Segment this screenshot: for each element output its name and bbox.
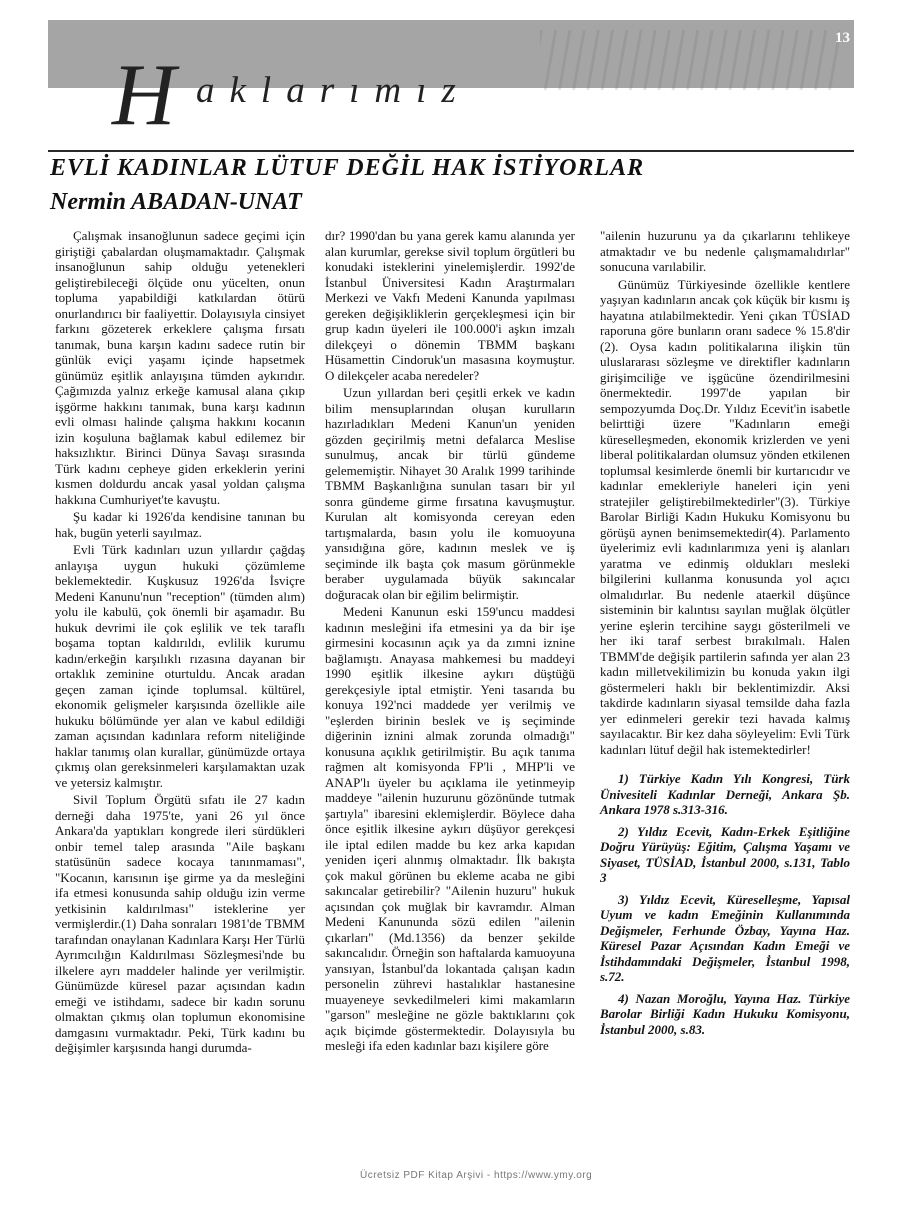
banner-ghost-text xyxy=(540,30,840,90)
references xyxy=(600,771,850,1037)
paragraph: Günümüz Türkiyesinde özellikle kentlere yaşıyan kadınların ancak çok küçük bir kısmı iş hayatına atılabilmektedir. Yeni çıkan TÜSİAD raporuna göre bunların oranı sadece % 15.8'dir (2). Oysa kadın politikalarına ilişkin tün uluslararası sözleşme ve direktifler kadınların girişimciliğe ve işgücüne özendirilmesini önermektedir. 1997'de yapılan bir sempozyumda Doç.Dr. Yıldız Ecevit'in isabetle belirttiği üzere "Kadınların emeği küreselleşmeden, ekonomik krizlerden ve yeni liberal politikalardan olumsuz yönden etkilenen toplumsal kesimlerde önemli bir kurtarıcıdır ve kadınlar emekleriyle haneleri için yeni stratejiler geliştirebilmektedirler"(3). Türkiye Barolar Birliği Kadın Hukuku Komisyonu bu görüşü aynen benimsemektedir(4). Parlamento üyelerimiz evli kadınlarımıza yeni iş alanları yaratma ve edinmiş oldukları mesleki bilgilerini kullanma konusunda yol açıcı olmalıdırlar. Bu nedenle ataerkil düşünce sisteminin bir kalıntısı sayılan muğlak ölçütler yerine eşlerin tercihine saygı gösterilmeli ve her iki taraf serbest bırakılmalı. Halen TBMM'de değişik partilerin safında yer alan 23 kadın milletvekilimizin bu konuda yakın ilgi göstermeleri haklı bir beklentimizdir. Aksi takdirde kadınların siyasal temsilde daha fazla yer edinmeleri gerekir tezi havada kalmış sayılacaktır. Bir kez daha söyleyelim: Evli Türk kadınları lütuf değil hak istemektedirler! xyxy=(600,276,850,757)
section-initial: H xyxy=(112,47,176,144)
header-rule xyxy=(48,150,854,152)
reference-item: 1) Türkiye Kadın Yılı Kongresi, Türk Ünivesiteli Kadınlar Derneği, Ankara Şb. Ankara 1978 s.313-316. xyxy=(600,771,850,817)
watermark: Ücretsiz PDF Kitap Arşivi - https://www.ymy.org xyxy=(360,1170,593,1181)
paragraph: Uzun yıllardan beri çeşitli erkek ve kadın bilim mensuplarından oluşan kurulların hazırladıkları Medeni Kanun'un yeniden gözden geçirilmiş metni defalarca Meslise sunulmuş, ancak bir türlü gündeme gelememiştir. Nihayet 30 Aralık 1999 tarihinde TBMM Başkanlığına sunulan tasarı bir yıl sonra gündeme girme fırsatına kavuşmuştur. Kurulan alt komisyonda cereyan eden tartışmalarda, basın yolu ile komuoyuna yansıdığına göre, kadının meslek ve iş seçiminde ilk başta çok masum görünmekle beraber uygulamada büyük sakıncalar doğuracak olan bir eğilim belirmiştir. xyxy=(325,385,575,602)
paragraph: Evli Türk kadınları uzun yıllardır çağdaş anlayışa uygun hukuki çözümleme beklemektedir. Kuşkusuz 1926'da İsviçre Medeni Kanunu'nun "reception" (tümden alım) yolu ile kabulü, çok önemli bir aşamadır. Bu hukuk devrimi ile çok eşlilik ve tek taraflı boşama toptan kaldırıldı, evlilik kurumu kadın/erkeğin karşılıklı rızasına dayanan bir ortaklık zeminine oturtuldu. Ancak aradan geçen zaman içinde toplumsal. kültürel, ekonomik gelişmeler karşısında özellikle aile hukuku bölümünde yer alan ve kabul edildiği zaman açısından kadınlara reform niteliğinde haklar tanımış olan kurallar, günümüzde ortaya çıkmış olan gereksinmeleri karşılamaktan uzak ve yetersiz kalmıştır. xyxy=(55,542,305,790)
text-column-2 xyxy=(325,228,575,1056)
paragraph: dır? 1990'dan bu yana gerek kamu alanında yer alan kurumlar, gerekse sivil toplum örgütleri bu konudaki isteklerini yinelemişlerdir. 1992'de İstanbul Üniversitesi Kadın Araştırmaları Merkezi ve Vakfı Medeni Kanunda yapılması gereken değişikliklerin gerçekleşmesi için bir grup kadın üyeleri ile 100.000'i aşkın imzalı dilekçeyi o dönemin TBMM başkanı Hüsamettin Cindoruk'un masasına koymuştur. O dilekçeler acaba neredeler? xyxy=(325,228,575,383)
paragraph: Medeni Kanunun eski 159'uncu maddesi kadının mesleğini ifa etmesini ya da bir işe girmesini kocasının açık ya da zımni iznine bağlamıştı. Anayasa mahkemesi bu maddeyi 1990 eşitlik ilkesine aykırı düştüğü gerekçesiyle iptal etmiştir. Yeni tasarıda bu konuya 192'nci maddede yer verilmiş ve "eşlerden birinin beslek ve iş seçiminde diğerinin iznini almak zorunda olmadığı" konusuna açıklık getirilmiştir. Bu açık tanıma rağmen alt komisyonda FP'li , MHP'li ve ANAP'lı üyeler bu açıklama ile yetinmeyip maddeye "ailenin huzurunu gözönünde tutmak şartıyla" ibaresini eklemişlerdir. Böylece daha önce eşitlik ilkesine aykırı düşüyor gerekçesi ile iptal edilen madde bu kez arka kapıdan yeniden içeri alınmış olmaktadır. İlk bakışta çok makul görünen bu ekleme acaba ne gibi sakıncalar getirebilir? "Ailenin huzuru" hukuk açısından çok muğlak bir kavramdır. Alman Medeni Kanununda sözü edilen "ailenin çıkarları" (Md.1356) da benzer şekilde sakıncalıdır. Örneğin son haftalarda kamuoyuna yansıyan, İstanbul'da lokantada çalışan kadın personelin zührevi hastalıklar hastanesine muayeneye sevkedilmeleri kimi makamların "garson" mesleğine ne gözle baktıklarını çok açık biçimde göstermektedir. Dolayısıyla bu mesleği ifa eden kadınlar bazı kişilere göre xyxy=(325,604,575,1053)
text-column-3 xyxy=(600,228,850,1043)
paragraph: Şu kadar ki 1926'da kendisine tanınan bu hak, bugün yeterli sayılmaz. xyxy=(55,509,305,540)
text-column-1 xyxy=(55,228,305,1058)
paragraph: "ailenin huzurunu ya da çıkarlarını tehlikeye atmaktadır ve bu nedenle çalışmamalıdırlar" sonucuna varılabilir. xyxy=(600,228,850,274)
paragraph: Çalışmak insanoğlunun sadece geçimi için giriştiği çabalardan oluşmamaktadır. Çalışmak insanoğlunun sahip olduğu yetenekleri geliştirebileceği ölçüde onu yücelten, onun topluma yapabildiği katkılardan ötürü onurlandırıcı bir faaliyettir. Dolayısıyla cinsiyet farkını gözeterek erkeklere çalışma fırsatı tanımak, buna karşın kadını sadece rutin bir günlük eviçi yaşamı içinde hapsetmek günümüz eşitlik anlayışına tümden aykırıdır. Çağımızda yalnız erkeğe kamusal alana çıkıp işgörme hakkını tanımak, buna karşı kadının evli olması halinde çalışma hakkını kocanın izin koşuluna bağlamak kabul edilemez bir haksızlıktır. Birinci Dünya Savaşı sırasında Türk kadını cepheye giden erkeklerin yerini kısmen doldurdu ancak yasal yoldan çalışma hakkına Cumhuriyet'te kavuştu. xyxy=(55,228,305,507)
article-author: Nermin ABADAN-UNAT xyxy=(50,189,302,215)
reference-item: 4) Nazan Moroğlu, Yayına Haz. Türkiye Barolar Birliği Kadın Hukuku Komisyonu, İstanbul 2000, s.83. xyxy=(600,990,850,1037)
paragraph: Sivil Toplum Örgütü sıfatı ile 27 kadın derneği daha 1975'te, yani 26 yıl önce Ankara'da yaptıkları kongrede ileri sürdükleri onbir temel talep arasında "Aile başkanı statüsünün sadece kocaya tanınmaması", "Kocanın, karısının işe girme ya da mesleğini ifa etmesi konusunda sahip olduğu izin verme yetkisinin kaldırılması" isteklerine yer vermişlerdir.(1) Daha sonraları 1981'de TBMM tarafından onaylanan Kadınlara Karşı Her Türlü Ayrımcılığın Kaldırılması Sözleşmesi'nde bu ilkelere ayrı maddeler halinde yer verilmiştir. Günümüzde küresel pazar açısından kadın emeği ve istihdamı, sadece bir kadın sorunu olmaktan çıkmış olan toplumun ekonomisine damgasını vurmaktadır. Peki, Türk kadını bu değişimler karşısında hangi durumda- xyxy=(55,792,305,1055)
reference-item: 2) Yıldız Ecevit, Kadın-Erkek Eşitliğine Doğru Yürüyüş: Eğitim, Çalışma Yaşamı ve Siyaset, TÜSİAD, İstanbul 2000, s.131, Tablo 3 xyxy=(600,823,850,885)
page-number: 13 xyxy=(835,30,850,46)
article-title: EVLİ KADINLAR LÜTUF DEĞİL HAK İSTİYORLAR xyxy=(50,155,645,181)
section-title: aklarımız xyxy=(196,70,471,111)
reference-item: 3) Yıldız Ecevit, Küreselleşme, Yapısal Uyum ve kadın Emeğinin Kullanımında Değişmeler, Ferhunde Özbay, Yayına Haz. Küresel Pazar Açısından Kadın Emeği ve İstihdamındaki Değişmeler, İstanbul 1998, s.72. xyxy=(600,891,850,984)
